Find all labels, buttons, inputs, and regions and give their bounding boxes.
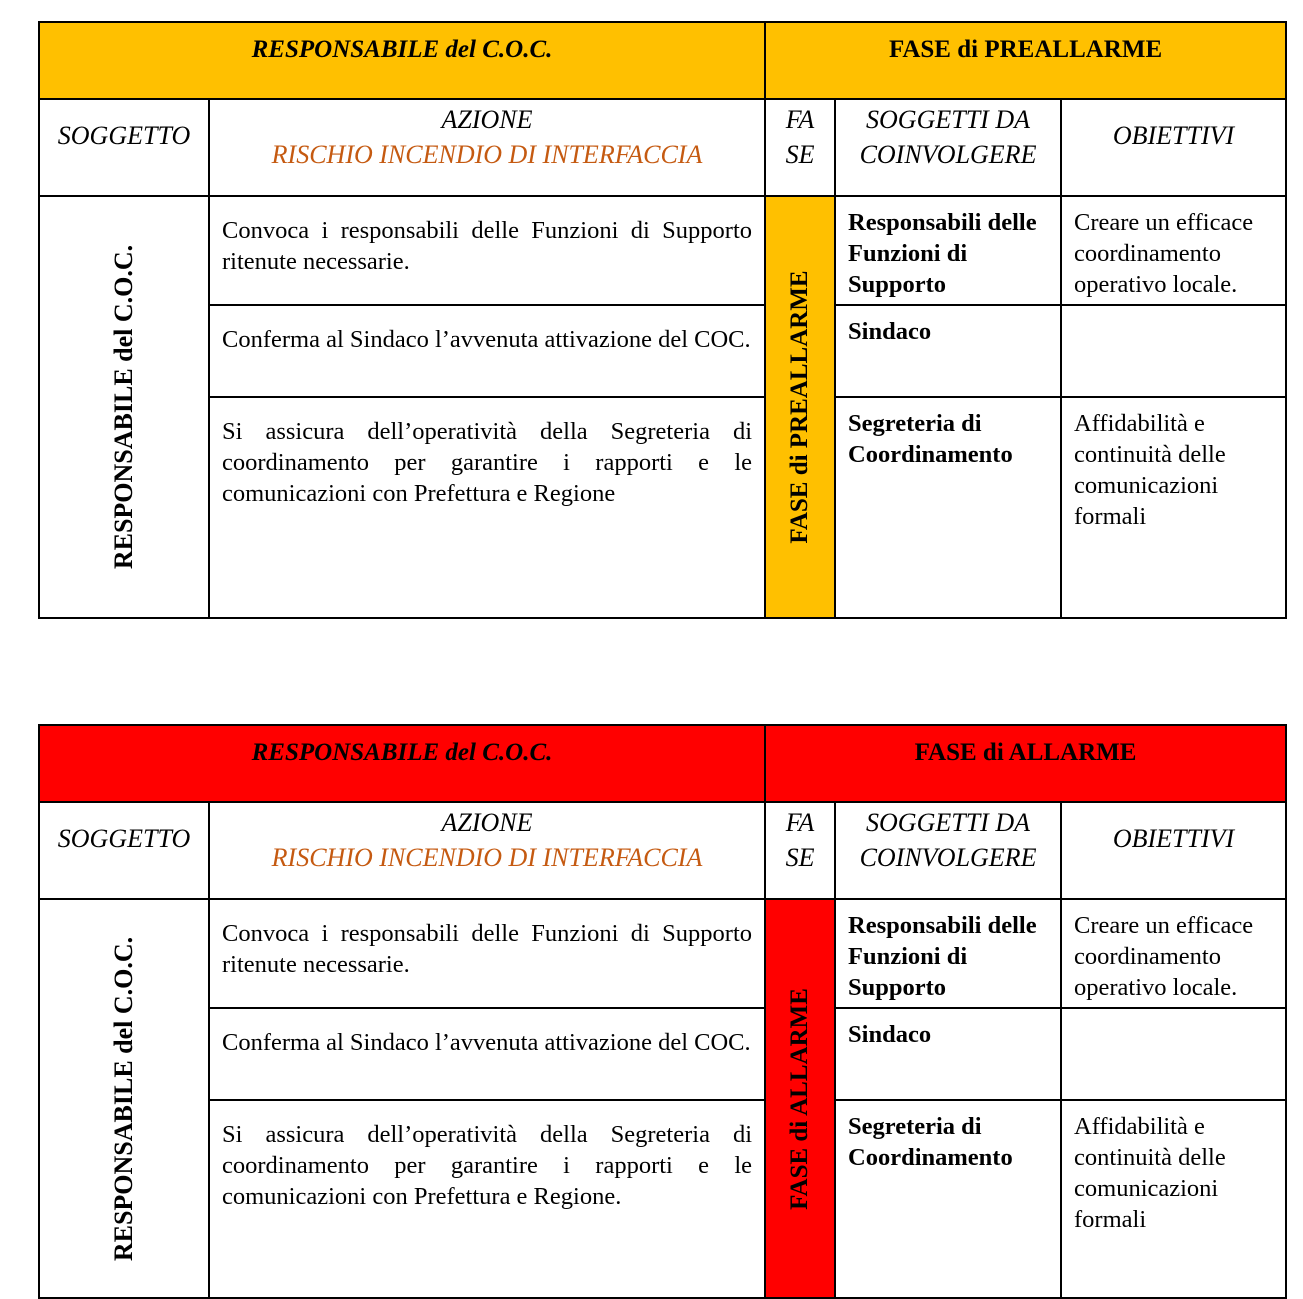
col-azione-label: AZIONE (441, 808, 533, 837)
phase-title: FASE di PREALLARME (888, 36, 1163, 63)
header-title-cell (39, 725, 765, 802)
objective-cell (1061, 305, 1286, 397)
col-soggetti-label-2: COINVOLGERE (859, 843, 1037, 872)
action-text: Si assicura dell’operatività della Segreteria di coordinamento per garantire i rapporti e le comunicazioni con Prefettura e Regione (222, 418, 753, 507)
action-cell (209, 1008, 765, 1100)
phase-title: FASE di ALLARME (914, 739, 1137, 766)
action-text: Convoca i responsabili delle Funzioni di Supporto ritenute necessarie. (222, 217, 753, 275)
col-soggetti-label-1: SOGGETTI DA (866, 808, 1030, 837)
action-cell (209, 305, 765, 397)
soggetto-vertical-label: RESPONSABILE del C.O.C. (109, 936, 138, 1261)
action-cell (209, 397, 765, 618)
soggetto-cell (39, 899, 209, 1298)
objective-text: Creare un efficace coordinamento operativo locale. (1074, 912, 1254, 1001)
col-obiettivi-label: OBIETTIVI (1112, 121, 1235, 150)
col-azione-sublabel: RISCHIO INCENDIO DI INTERFACCIA (271, 140, 703, 169)
col-soggetto-label: SOGGETTO (57, 121, 191, 150)
action-cell (209, 1100, 765, 1298)
objective-text: Affidabilità e continuità delle comunicazioni formali (1074, 410, 1226, 530)
objective-cell (1061, 196, 1286, 305)
subjects-text: Segreteria di Coordinamento (848, 1113, 1013, 1171)
subjects-text: Responsabili delle Funzioni di Supporto (848, 209, 1037, 298)
subjects-cell (835, 1100, 1061, 1298)
col-azione-sublabel: RISCHIO INCENDIO DI INTERFACCIA (271, 843, 703, 872)
col-soggetto-label: SOGGETTO (57, 824, 191, 853)
allarme-table (38, 724, 1287, 1299)
phase-title-cell (765, 725, 1286, 802)
soggetto-cell (39, 196, 209, 618)
action-cell (209, 899, 765, 1008)
phase-title-cell (765, 22, 1286, 99)
subjects-text: Segreteria di Coordinamento (848, 410, 1013, 468)
col-fase-label-2: SE (785, 140, 815, 169)
objective-text: Affidabilità e continuità delle comunicazioni formali (1074, 1113, 1226, 1233)
header-title-cell (39, 22, 765, 99)
col-azione (209, 99, 765, 196)
action-text: Conferma al Sindaco l’avvenuta attivazione del COC. (222, 326, 751, 353)
col-soggetto (39, 99, 209, 196)
subjects-text: Sindaco (848, 1021, 932, 1048)
objective-cell (1061, 899, 1286, 1008)
col-azione (209, 802, 765, 899)
action-text: Conferma al Sindaco l’avvenuta attivazione del COC. (222, 1029, 751, 1056)
action-text: Si assicura dell’operatività della Segreteria di coordinamento per garantire i rapporti e le comunicazioni con Prefettura e Regione. (222, 1121, 753, 1210)
col-azione-label: AZIONE (441, 105, 533, 134)
header-title: RESPONSABILE del C.O.C. (251, 36, 553, 63)
col-obiettivi (1061, 99, 1286, 196)
soggetto-vertical-label: RESPONSABILE del C.O.C. (109, 244, 138, 570)
col-obiettivi (1061, 802, 1286, 899)
fase-cell (765, 899, 835, 1298)
subjects-text: Sindaco (848, 318, 932, 345)
action-text: Convoca i responsabili delle Funzioni di Supporto ritenute necessarie. (222, 920, 753, 978)
header-title: RESPONSABILE del C.O.C. (251, 739, 553, 766)
col-soggetti-label-1: SOGGETTI DA (866, 105, 1030, 134)
preallarme-table (38, 21, 1287, 619)
subjects-cell (835, 196, 1061, 305)
fase-vertical-label: FASE di ALLARME (786, 987, 814, 1210)
objective-cell (1061, 1008, 1286, 1100)
col-fase-label-1: FA (785, 808, 815, 837)
subjects-cell (835, 397, 1061, 618)
fase-vertical-label: FASE di PREALLARME (786, 270, 814, 544)
action-cell (209, 196, 765, 305)
col-fase-label-2: SE (785, 843, 815, 872)
col-soggetti (835, 99, 1061, 196)
col-fase (765, 99, 835, 196)
col-fase (765, 802, 835, 899)
fase-cell (765, 196, 835, 618)
objective-cell (1061, 397, 1286, 618)
col-soggetto (39, 802, 209, 899)
objective-cell (1061, 1100, 1286, 1298)
subjects-text: Responsabili delle Funzioni di Supporto (848, 912, 1037, 1001)
subjects-cell (835, 1008, 1061, 1100)
col-obiettivi-label: OBIETTIVI (1112, 824, 1235, 853)
objective-text: Creare un efficace coordinamento operativo locale. (1074, 209, 1254, 298)
col-fase-label-1: FA (785, 105, 815, 134)
subjects-cell (835, 899, 1061, 1008)
subjects-cell (835, 305, 1061, 397)
col-soggetti-label-2: COINVOLGERE (859, 140, 1037, 169)
col-soggetti (835, 802, 1061, 899)
